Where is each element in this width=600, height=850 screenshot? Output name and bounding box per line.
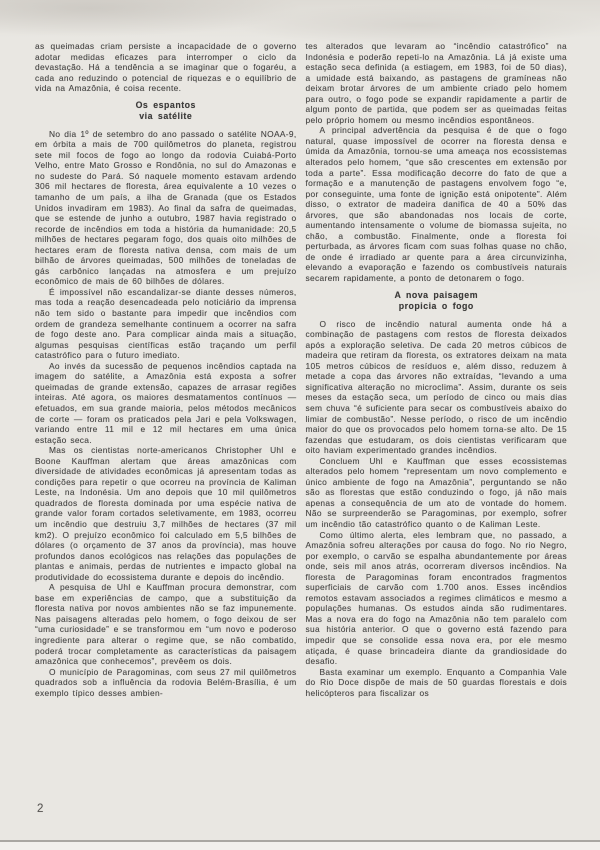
paragraph: A principal advertência da pesquisa é de que o fogo natural, quase impossível de ocorrer na floresta densa e úmida da Amazônia, tornou-se uma ameaça nos ecossistemas alterados pelo homem, “que são crescentes em extensão por toda a parte”. Essa modificação decorre do fato de que a formação e a manutenção de pastagens envolvem fogo “e, por conseguinte, uma fonte de ignição está onipotente”. Além disso, o extrator de madeira danifica de 40 a 50% das árvores, que são abandonadas nos locais de corte, aumentando intensamente o volume de biomassa sujeita, no chão, a combustão. Finalmente, onde a floresta foi perturbada, as árvores ficam com suas folhas quase no chão, de onde é irradiado ar quente para a área circunvizinha, elevando a evaporação e fazendo os combustíveis naturais secarem rapidamente, a ponto de detonarem o fogo. [305,125,567,284]
page-number: 2 [37,803,44,815]
text-columns [35,41,567,698]
section-heading-line: propicia o fogo [398,300,474,311]
section-heading-line: A nova paisagem [394,289,479,300]
paragraph: O município de Paragominas, com seus 27 mil quilômetros quadrados sob a influência da rodovia Belém-Brasília, é um exemplo típico desses ambien- [35,666,297,698]
scan-margin-strip [0,842,600,850]
paragraph: Mas os cientistas norte-americanos Christopher Uhl e Boone Kauffman alertam que áreas amazônicas com diversidade de atividades econômicas já apresentam todas as condições para repetir o que ocorreu na província de Kaliman Leste, na Indonésia. Um ano depois que 10 mil quilômetros quadrados de floresta dominada por uma espécie nativa de grande valor foram cortados seletivamente, em 1983, ocorreu um incêndio que destruiu 3,7 milhões de hectares (37 mil km2). O prejuízo econômico foi calculado em 5,5 bilhões de dólares (o orçamento de 37 anos da província), mas houve profundos danos ecológicos nas relações das populações de plantas e animais, perdas de nutrientes e impacto global na produtividade do ecossistema durante e depois do incêndio. [35,445,297,582]
section-heading [306,290,568,312]
column-left [35,41,297,698]
paragraph: as queimadas criam persiste a incapacidade de o governo adotar medidas eficazes para interromper o ciclo da devastação. Há a tendência a se imaginar que o fogaréu, a cada ano reduzindo o potencial de riquezas e o equilíbrio de vida na Amazônia, é coisa recente. [35,41,297,94]
paragraph: Como último alerta, eles lembram que, no passado, a Amazônia sofreu alterações por causa do fogo. No rio Negro, por exemplo, o carvão se espalha abundantemente por áreas onde, seis mil anos atrás, ocorreram diversos incêndios. Na floresta de Paragominas foram encontrados fragmentos superficiais de carvão com 1.700 anos. Esses incêndios remotos estavam associados a regimes climáticos e mesmo a populações humanas. Os estudos ainda são rudimentares. Mas a nova era do fogo na Amazônia não tem paralelo com sua história anterior. O que o governo está fazendo para impedir que se consolide essa nova era, por ele mesmo atiçada, é quase brincadeira diante da grandiosidade do desafio. [305,529,567,667]
paragraph: No dia 1º de setembro do ano passado o satélite NOAA-9, em órbita a mais de 700 quilômetros do planeta, registrou sete mil focos de fogo ao longo da rodovia Cuiabá-Porto Velho, entre Mato Grosso e Rondônia, no sul do Amazonas e no sudeste do Pará. Só naquele momento estavam ardendo 306 mil hectares de floresta, área equivalente a 10 vezes o tamanho de um país, a ilha de Granada (que os Estados Unidos invadiram em 1983). Ao final da safra de queimadas, que se estende de junho a outubro, 1987 havia registrado o recorde de incêndios em toda a história da humanidade: 20,5 milhões de hectares pegaram fogo, dos quais oito milhões de hectares eram de floresta nativa densa, com mais de um bilhão de árvores queimadas, 500 milhões de toneladas de gás carbônico lançadas na atmosfera e um prejuízo econômico de mais de 60 bilhões de dólares. [35,128,297,287]
paragraph: A pesquisa de Uhl e Kauffman procura demonstrar, com base em experiências de campo, que a substituição da floresta nativa por novos ambientes não se faz impunemente. Nas paisagens alteradas pelo homem, o fogo deixou de ser “uma curiosidade” e se transformou em “um novo e poderoso ingrediente para alterar o regime que, se não combatido, poderá trocar completamente as características da paisagem amazônica que conhecemos”, prevêem os dois. [35,582,297,667]
paragraph: Concluem Uhl e Kauffman que esses ecossistemas alterados pelo homem “representam um novo complemento e único ambiente de fogo na Amazônia”, perguntando se não são as florestas que estão conduzindo o fogo, já não mais apenas a consequência de um ato de vontade do homem. Não se surpreenderão se Paragominas, por exemplo, sofrer um incêndio tão catastrófico quanto o de Kaliman Leste. [305,455,567,529]
paragraph: É impossível não escandalizar-se diante desses números, mas toda a reação desencadeada pelo noticiário da imprensa não tem sido o bastante para impedir que incêndios com ordem de grandeza semelhante continuem a ocorrer na safra de fogo deste ano. Para complicar ainda mais a situação, algumas pesquisas científicas estão traçando um perfil catastrófico para o futuro imediato. [35,286,297,361]
paragraph: Ao invés da sucessão de pequenos incêndios captada na imagem do satélite, a Amazônia está exposta a sofrer queimadas de grande extensão, capazes de arrasar regiões inteiras. Até agora, os maiores desmatamentos contínuos — efetuados, em sua grande maioria, pelos métodos mecânicos de corte — foram os praticados pela Jari e pela Volkswagen, variando entre 11 mil e 12 mil hectares em uma única estação seca. [35,360,297,445]
paragraph: tes alterados que levaram ao “incêndio catastrófico” na Indonésia e poderão repeti-lo na Amazônia. Lá já existe uma estação seca definida (a estiagem, em 1983, foi de 50 dias), a umidade está baixando, as pastagens de gramíneas não deixam brotar árvores de um ambiente criado pelo homem para outro, o fogo pode se expandir rapidamente a partir de algum ponto de partida, que podem ser as queimadas feitas pelo próprio homem ou mesmo incêndios espontâneos. [305,41,567,125]
column-right [306,41,568,698]
paragraph: Basta examinar um exemplo. Enquanto a Companhia Vale do Rio Doce dispõe de mais de 50 guardas florestais e dois helicópteros para fiscalizar os [305,666,567,698]
section-heading-line: via satélite [139,110,193,121]
section-heading [35,100,297,122]
section-heading-line: Os espantos [135,99,196,110]
paragraph: O risco de incêndio natural aumenta onde há a combinação de pastagens com restos de floresta deixados após a exploração seletiva. De cada 20 metros cúbicos de madeira que retiram da floresta, os extratores deixam na mata 105 metros cúbicos de resíduos e, além disso, reduzem à metade a copa das árvores não extraídas, “levando a uma significativa alteração no microclima”. Assim, durante os seis meses da estação seca, um período de cinco ou mais dias sem chuva “é suficiente para secar os combustíveis abaixo do limiar de combustão”. Nesse período, o risco de um incêndio maior do que os provocados pelo homem torna-se alto. De 15 fazendas que estudaram, os dois cientistas verificaram que oito haviam experimentado grandes incêndios. [305,318,567,456]
